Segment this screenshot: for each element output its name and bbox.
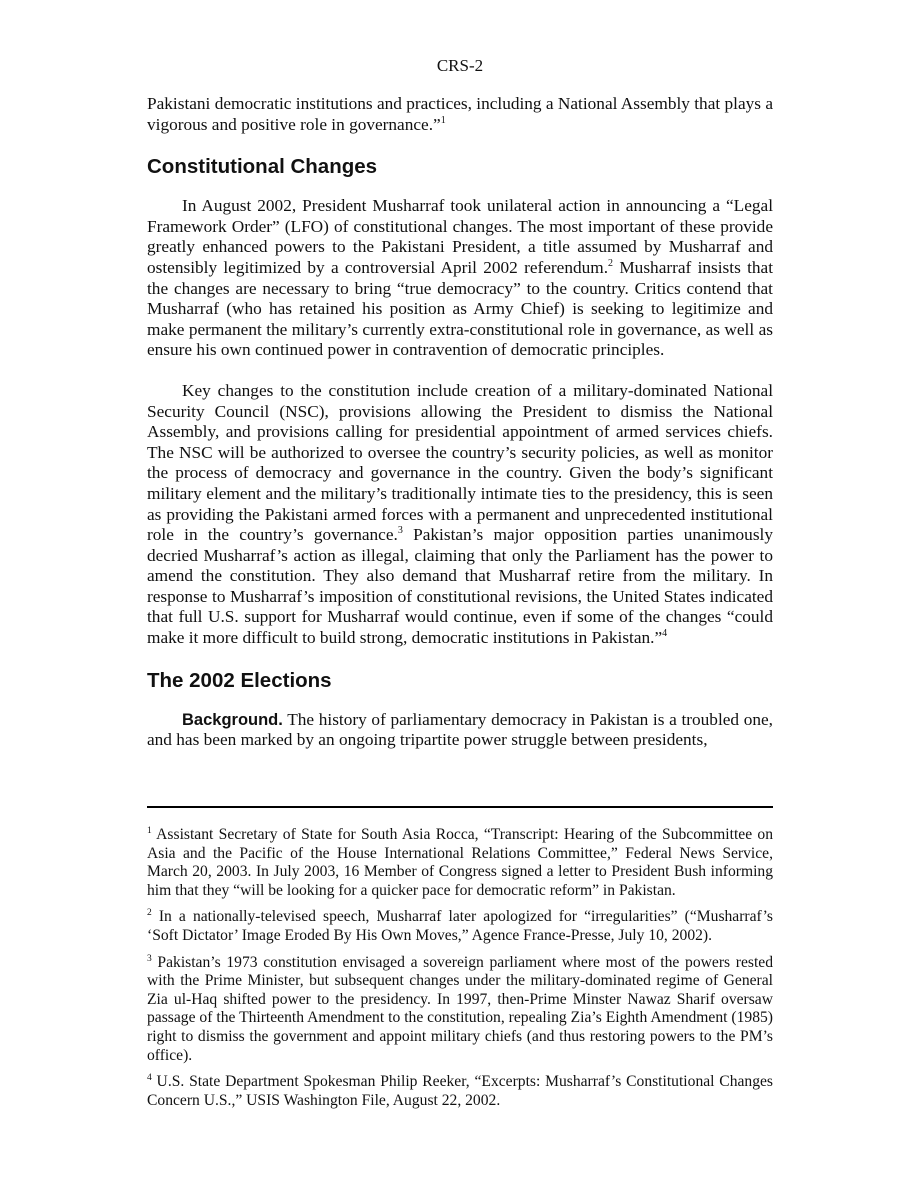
page-number: CRS-2 [436,56,484,75]
footnote-ref-1[interactable]: 1 [440,114,446,126]
footnote-1 [147,826,773,900]
paragraph-background-text: The history of parliamentary democracy in Pakistan is a troubled one, and has been marked by an ongoing tripartite power struggle between presidents, [147,709,773,750]
paragraph-lfo-text-a: In August 2002, President Musharraf took unilateral action in announcing a “Legal Framework Order” (LFO) of constitutional changes. The most important of these provide greatly enhanced powers to the Pakistani President, a title assumed by Musharraf and ostensibly legitimized by a controversial April 2002 referendum. [147,196,773,277]
section-heading-2002-elections: The 2002 Elections [147,668,332,692]
footnote-1-text: Assistant Secretary of State for South Asia Rocca, “Transcript: Hearing of the Subcommittee on Asia and the Pacific of the House International Relations Committee,” Federal News Service, March 20, 2003. In July 2003, 16 Member of Congress signed a letter to President Bush informing him that they “will be looking for a quicker pace for democratic reform” in Pakistan. [147,826,773,899]
footnote-ref-2[interactable]: 2 [608,258,614,270]
paragraph-background [147,710,773,751]
intro-paragraph [147,94,773,135]
paragraph-lfo [147,196,773,361]
footnote-3-number: 3 [147,953,152,964]
footnote-4-number: 4 [147,1072,152,1083]
footnote-2-number: 2 [147,908,152,919]
footnote-2 [147,908,773,945]
section-heading-constitutional-changes: Constitutional Changes [147,155,378,179]
footnote-ref-4[interactable]: 4 [662,628,668,640]
body-text [147,94,773,751]
footnotes [147,826,773,1110]
footnote-4-text: U.S. State Department Spokesman Philip Reeker, “Excerpts: Musharraf’s Constitutional Changes Concern U.S.,” USIS Washington File, August 22, 2002. [147,1073,773,1109]
footnote-ref-3[interactable]: 3 [397,525,403,537]
footnote-1-number: 1 [147,825,152,836]
footnote-3 [147,954,773,1066]
footnote-divider [147,806,773,808]
paragraph-lfo-text-b: Musharraf insists that the changes are necessary to bring “true democracy” to the country. Critics contend that Musharraf (who has retained his position as Army Chief) is seeking to legitimize and make permanent the military’s currently extra-constitutional role in governance, as well as ensure his own continued power in contravention of democratic principles. [147,257,773,360]
footnote-2-text: In a nationally-televised speech, Musharraf later apologized for “irregularities” (“Musharraf’s ‘Soft Dictator’ Image Eroded By His Own Moves,” Agence France-Presse, July 10, 2002). [147,908,773,944]
intro-text: Pakistani democratic institutions and practices, including a National Assembly that plays a vigorous and positive role in governance.” [147,94,773,134]
paragraph-key-changes-text-b: Pakistan’s major opposition parties unanimously decried Musharraf’s action as illegal, claiming that only the Parliament has the power to amend the constitution. They also demand that Musharraf retire from the military. In response to Musharraf’s imposition of constitutional revisions, the United States indicated that full U.S. support for Musharraf would continue, even if some of the changes “could make it more difficult to build strong, democratic institutions in Pakistan.” [147,525,773,648]
paragraph-key-changes-text-a: Key changes to the constitution include creation of a military-dominated National Security Council (NSC), provisions allowing the President to dismiss the National Assembly, and provisions calling for presidential appointment of armed services chiefs. The NSC will be authorized to oversee the country’s security policies, as well as monitor the process of democracy and governance in the country. Given the body’s significant military element and the military’s traditionally intimate ties to the presidency, this is seen as providing the Pakistani armed forces with a permanent and unprecedented institutional role in the country’s governance. [147,380,773,545]
footnote-4 [147,1073,773,1110]
footnote-3-text: Pakistan’s 1973 constitution envisaged a sovereign parliament where most of the powers rested with the Prime Minister, but subsequent changes under the military-dominated regime of General Zia ul-Haq shifted power to the presidency. In 1997, then-Prime Minster Nawaz Sharif oversaw passage of the Thirteenth Amendment to the constitution, repealing Zia’s Eighth Amendment (1985) right to dismiss the government and appoint military chiefs (and thus restoring powers to the PM’s office). [147,953,773,1064]
runin-heading-background: Background. [182,710,283,729]
paragraph-key-changes [147,381,773,649]
